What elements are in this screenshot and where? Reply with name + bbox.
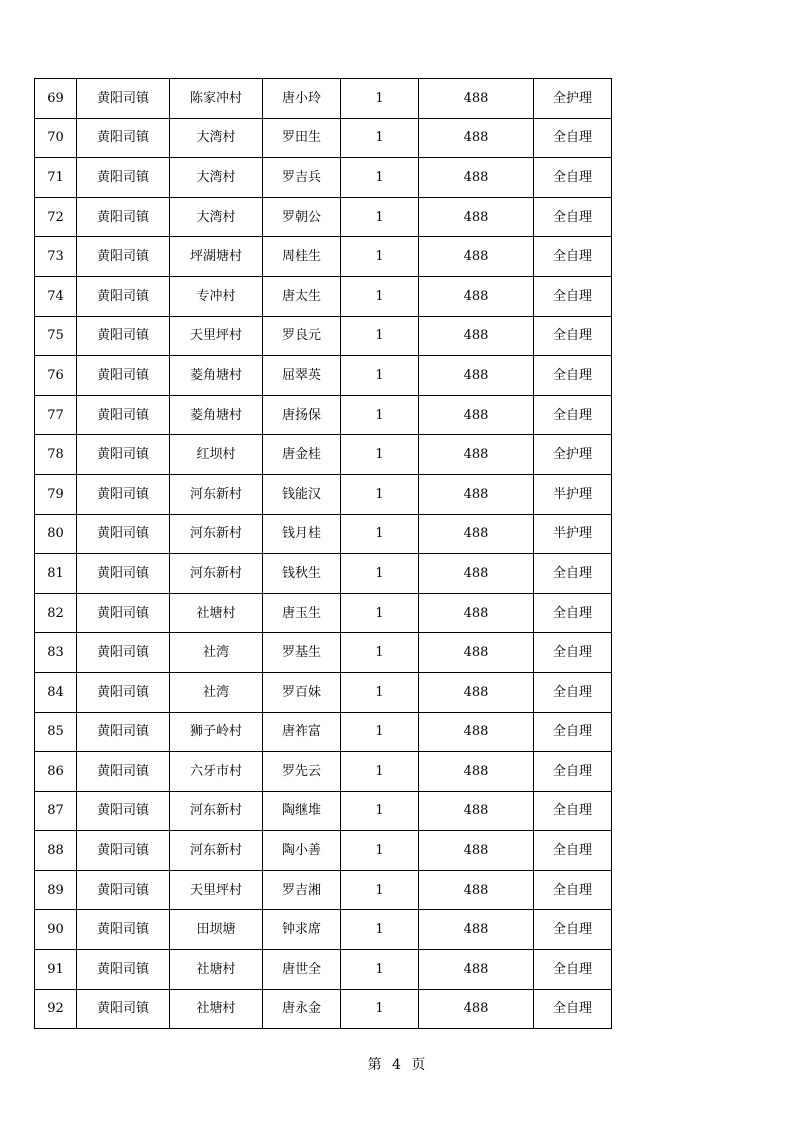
cell-row-index: 71	[35, 158, 77, 198]
cell-row-index: 88	[35, 831, 77, 871]
cell-count: 1	[341, 752, 419, 792]
cell-town: 黄阳司镇	[77, 158, 170, 198]
cell-count: 1	[341, 831, 419, 871]
cell-row-index: 75	[35, 316, 77, 356]
table-row	[35, 791, 612, 831]
cell-row-index: 87	[35, 791, 77, 831]
cell-person-name: 罗吉兵	[263, 158, 341, 198]
cell-town: 黄阳司镇	[77, 752, 170, 792]
cell-row-index: 72	[35, 197, 77, 237]
cell-count: 1	[341, 197, 419, 237]
cell-village: 田坝塘	[170, 910, 263, 950]
table-row	[35, 197, 612, 237]
cell-town: 黄阳司镇	[77, 791, 170, 831]
cell-person-name: 罗吉湘	[263, 870, 341, 910]
table-row	[35, 118, 612, 158]
cell-amount: 488	[419, 356, 534, 396]
cell-village: 河东新村	[170, 831, 263, 871]
cell-amount: 488	[419, 435, 534, 475]
table-row	[35, 474, 612, 514]
cell-person-name: 唐金桂	[263, 435, 341, 475]
cell-care-level: 全自理	[534, 593, 612, 633]
table-row	[35, 910, 612, 950]
cell-care-level: 全自理	[534, 237, 612, 277]
cell-town: 黄阳司镇	[77, 79, 170, 119]
cell-person-name: 钱秋生	[263, 554, 341, 594]
cell-care-level: 全自理	[534, 910, 612, 950]
table-row	[35, 514, 612, 554]
cell-person-name: 陶继堆	[263, 791, 341, 831]
cell-count: 1	[341, 989, 419, 1029]
cell-row-index: 73	[35, 237, 77, 277]
cell-village: 菱角塘村	[170, 395, 263, 435]
cell-person-name: 罗良元	[263, 316, 341, 356]
cell-village: 社塘村	[170, 593, 263, 633]
cell-village: 社湾	[170, 633, 263, 673]
cell-town: 黄阳司镇	[77, 395, 170, 435]
cell-town: 黄阳司镇	[77, 633, 170, 673]
cell-care-level: 全自理	[534, 158, 612, 198]
cell-town: 黄阳司镇	[77, 554, 170, 594]
cell-amount: 488	[419, 158, 534, 198]
cell-care-level: 全自理	[534, 870, 612, 910]
cell-row-index: 74	[35, 276, 77, 316]
cell-village: 红坝村	[170, 435, 263, 475]
table-row	[35, 593, 612, 633]
cell-care-level: 全护理	[534, 79, 612, 119]
page-number: 4	[392, 1057, 401, 1073]
page-label-prefix: 第	[367, 1057, 382, 1073]
cell-row-index: 81	[35, 554, 77, 594]
cell-count: 1	[341, 791, 419, 831]
cell-amount: 488	[419, 989, 534, 1029]
cell-amount: 488	[419, 593, 534, 633]
cell-person-name: 陶小善	[263, 831, 341, 871]
cell-amount: 488	[419, 633, 534, 673]
cell-amount: 488	[419, 672, 534, 712]
cell-town: 黄阳司镇	[77, 118, 170, 158]
cell-village: 陈家冲村	[170, 79, 263, 119]
cell-village: 菱角塘村	[170, 356, 263, 396]
cell-care-level: 全自理	[534, 554, 612, 594]
cell-person-name: 唐扬保	[263, 395, 341, 435]
cell-town: 黄阳司镇	[77, 989, 170, 1029]
cell-amount: 488	[419, 118, 534, 158]
cell-village: 大湾村	[170, 197, 263, 237]
cell-village: 狮子岭村	[170, 712, 263, 752]
cell-care-level: 全自理	[534, 791, 612, 831]
cell-person-name: 唐祚富	[263, 712, 341, 752]
cell-town: 黄阳司镇	[77, 276, 170, 316]
table-row	[35, 276, 612, 316]
cell-count: 1	[341, 395, 419, 435]
cell-row-index: 92	[35, 989, 77, 1029]
cell-count: 1	[341, 950, 419, 990]
cell-care-level: 全自理	[534, 276, 612, 316]
cell-care-level: 全自理	[534, 752, 612, 792]
cell-town: 黄阳司镇	[77, 435, 170, 475]
cell-person-name: 钱能汉	[263, 474, 341, 514]
cell-count: 1	[341, 514, 419, 554]
cell-village: 天里坪村	[170, 870, 263, 910]
cell-row-index: 80	[35, 514, 77, 554]
cell-amount: 488	[419, 514, 534, 554]
cell-person-name: 唐永金	[263, 989, 341, 1029]
cell-count: 1	[341, 593, 419, 633]
cell-town: 黄阳司镇	[77, 316, 170, 356]
cell-person-name: 唐小玲	[263, 79, 341, 119]
cell-amount: 488	[419, 910, 534, 950]
table-row	[35, 950, 612, 990]
cell-row-index: 79	[35, 474, 77, 514]
cell-person-name: 周桂生	[263, 237, 341, 277]
cell-amount: 488	[419, 752, 534, 792]
cell-count: 1	[341, 356, 419, 396]
cell-care-level: 半护理	[534, 514, 612, 554]
cell-row-index: 85	[35, 712, 77, 752]
page-footer	[0, 1054, 793, 1074]
cell-person-name: 唐世全	[263, 950, 341, 990]
cell-care-level: 全自理	[534, 712, 612, 752]
cell-village: 大湾村	[170, 158, 263, 198]
table-row	[35, 435, 612, 475]
cell-amount: 488	[419, 712, 534, 752]
cell-row-index: 77	[35, 395, 77, 435]
cell-count: 1	[341, 316, 419, 356]
table-row	[35, 831, 612, 871]
table-row	[35, 633, 612, 673]
cell-count: 1	[341, 870, 419, 910]
cell-count: 1	[341, 276, 419, 316]
table-row	[35, 395, 612, 435]
cell-amount: 488	[419, 950, 534, 990]
cell-person-name: 罗基生	[263, 633, 341, 673]
cell-care-level: 半护理	[534, 474, 612, 514]
cell-row-index: 78	[35, 435, 77, 475]
cell-amount: 488	[419, 870, 534, 910]
cell-count: 1	[341, 158, 419, 198]
table-row	[35, 356, 612, 396]
cell-row-index: 90	[35, 910, 77, 950]
cell-town: 黄阳司镇	[77, 593, 170, 633]
cell-count: 1	[341, 237, 419, 277]
cell-town: 黄阳司镇	[77, 712, 170, 752]
cell-town: 黄阳司镇	[77, 870, 170, 910]
table-row	[35, 870, 612, 910]
cell-care-level: 全自理	[534, 950, 612, 990]
cell-count: 1	[341, 118, 419, 158]
cell-town: 黄阳司镇	[77, 950, 170, 990]
cell-person-name: 罗田生	[263, 118, 341, 158]
cell-care-level: 全自理	[534, 831, 612, 871]
cell-amount: 488	[419, 237, 534, 277]
table-row	[35, 237, 612, 277]
cell-amount: 488	[419, 197, 534, 237]
table-row	[35, 79, 612, 119]
table-row	[35, 158, 612, 198]
cell-count: 1	[341, 79, 419, 119]
cell-town: 黄阳司镇	[77, 356, 170, 396]
cell-amount: 488	[419, 831, 534, 871]
cell-person-name: 钱月桂	[263, 514, 341, 554]
cell-person-name: 屈翠英	[263, 356, 341, 396]
cell-care-level: 全护理	[534, 435, 612, 475]
cell-village: 社塘村	[170, 950, 263, 990]
table-row	[35, 316, 612, 356]
cell-row-index: 82	[35, 593, 77, 633]
cell-care-level: 全自理	[534, 989, 612, 1029]
table-body	[35, 79, 612, 1029]
cell-amount: 488	[419, 474, 534, 514]
cell-town: 黄阳司镇	[77, 514, 170, 554]
cell-row-index: 76	[35, 356, 77, 396]
cell-person-name: 罗百妹	[263, 672, 341, 712]
cell-amount: 488	[419, 316, 534, 356]
cell-amount: 488	[419, 791, 534, 831]
cell-person-name: 唐玉生	[263, 593, 341, 633]
cell-care-level: 全自理	[534, 672, 612, 712]
cell-person-name: 罗先云	[263, 752, 341, 792]
cell-town: 黄阳司镇	[77, 237, 170, 277]
cell-village: 大湾村	[170, 118, 263, 158]
cell-village: 社湾	[170, 672, 263, 712]
table-row	[35, 712, 612, 752]
cell-row-index: 86	[35, 752, 77, 792]
cell-village: 河东新村	[170, 474, 263, 514]
table-row	[35, 752, 612, 792]
table-row	[35, 672, 612, 712]
cell-count: 1	[341, 633, 419, 673]
records-table	[34, 78, 612, 1029]
cell-count: 1	[341, 712, 419, 752]
cell-care-level: 全自理	[534, 118, 612, 158]
cell-row-index: 70	[35, 118, 77, 158]
cell-row-index: 83	[35, 633, 77, 673]
cell-count: 1	[341, 435, 419, 475]
cell-row-index: 84	[35, 672, 77, 712]
cell-town: 黄阳司镇	[77, 672, 170, 712]
cell-village: 六牙市村	[170, 752, 263, 792]
cell-count: 1	[341, 910, 419, 950]
cell-care-level: 全自理	[534, 356, 612, 396]
cell-amount: 488	[419, 79, 534, 119]
cell-town: 黄阳司镇	[77, 831, 170, 871]
cell-care-level: 全自理	[534, 197, 612, 237]
cell-town: 黄阳司镇	[77, 474, 170, 514]
cell-row-index: 89	[35, 870, 77, 910]
cell-village: 坪湖塘村	[170, 237, 263, 277]
table-row	[35, 554, 612, 594]
table-row	[35, 989, 612, 1029]
cell-care-level: 全自理	[534, 316, 612, 356]
cell-town: 黄阳司镇	[77, 910, 170, 950]
page-label-suffix: 页	[411, 1057, 426, 1073]
cell-count: 1	[341, 672, 419, 712]
cell-amount: 488	[419, 554, 534, 594]
cell-amount: 488	[419, 276, 534, 316]
cell-village: 社塘村	[170, 989, 263, 1029]
cell-care-level: 全自理	[534, 395, 612, 435]
cell-village: 天里坪村	[170, 316, 263, 356]
cell-count: 1	[341, 554, 419, 594]
cell-count: 1	[341, 474, 419, 514]
cell-person-name: 罗朝公	[263, 197, 341, 237]
cell-care-level: 全自理	[534, 633, 612, 673]
cell-person-name: 唐太生	[263, 276, 341, 316]
cell-amount: 488	[419, 395, 534, 435]
cell-village: 专冲村	[170, 276, 263, 316]
cell-town: 黄阳司镇	[77, 197, 170, 237]
cell-village: 河东新村	[170, 791, 263, 831]
cell-village: 河东新村	[170, 514, 263, 554]
cell-person-name: 钟求席	[263, 910, 341, 950]
cell-row-index: 91	[35, 950, 77, 990]
cell-village: 河东新村	[170, 554, 263, 594]
cell-row-index: 69	[35, 79, 77, 119]
